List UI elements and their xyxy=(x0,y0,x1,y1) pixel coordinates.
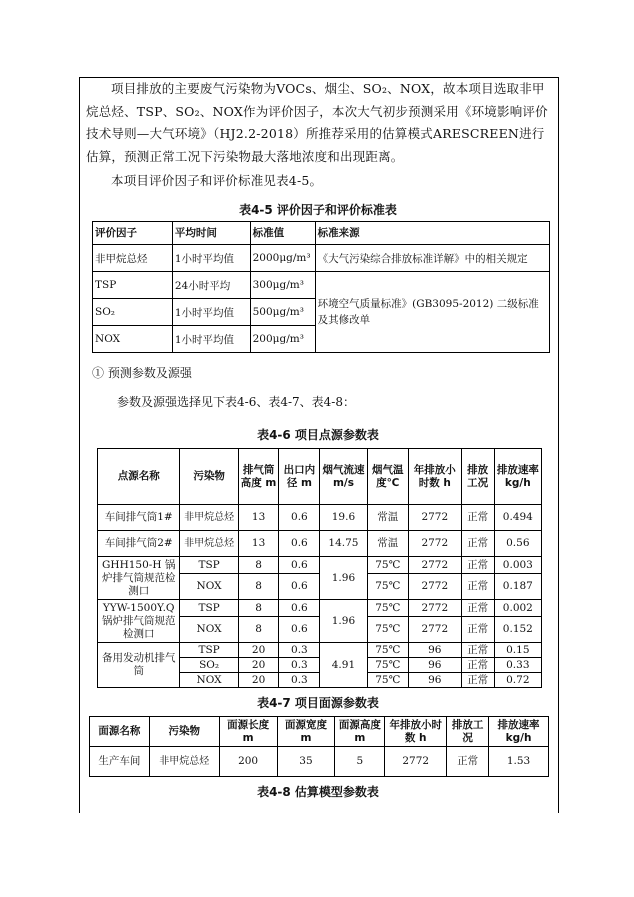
cell: 96 xyxy=(408,658,461,673)
cell: 0.003 xyxy=(494,557,541,574)
header-hours: 年排放小时数 h xyxy=(385,717,447,747)
cell: 正常 xyxy=(461,617,494,643)
cell: 13 xyxy=(238,505,279,531)
cell: TSP xyxy=(180,557,238,574)
cell: 19.6 xyxy=(320,505,367,531)
header-source: 点源名称 xyxy=(98,449,180,505)
cell: 1小时平均值 xyxy=(172,326,250,353)
header-velocity: 烟气流速 m/s xyxy=(320,449,367,505)
cell: 14.75 xyxy=(320,531,367,557)
table-reference-paragraph: 本项目评价因子和评价标准见表4-5。 xyxy=(111,173,323,188)
cell: 非甲烷总烃 xyxy=(149,747,219,777)
header-area-source: 面源名称 xyxy=(90,717,150,747)
cell: 8 xyxy=(238,574,279,600)
header-width: 面源宽度 m xyxy=(277,717,335,747)
cell: 正常 xyxy=(461,673,494,688)
table-4-6-caption: 表4-6 项目点源参数表 xyxy=(257,428,379,442)
cell: 75℃ xyxy=(367,574,408,600)
cell: TSP xyxy=(180,600,238,617)
header-height: 排气筒高度 m xyxy=(238,449,279,505)
cell: 1小时平均值 xyxy=(172,299,250,326)
cell: 75℃ xyxy=(367,658,408,673)
cell: 75℃ xyxy=(367,673,408,688)
cell: 0.494 xyxy=(494,505,541,531)
cell: 20 xyxy=(238,643,279,658)
cell: 正常 xyxy=(461,557,494,574)
cell: 35 xyxy=(277,747,335,777)
cell: 0.6 xyxy=(279,600,320,617)
cell: 0.56 xyxy=(494,531,541,557)
cell: 8 xyxy=(238,557,279,574)
cell: 常温 xyxy=(367,505,408,531)
header-hours: 年排放小时数 h xyxy=(408,449,461,505)
cell: 正常 xyxy=(461,600,494,617)
cell: 车间排气筒2# xyxy=(98,531,180,557)
cell: 正常 xyxy=(461,505,494,531)
cell: 200 xyxy=(219,747,277,777)
cell: 0.3 xyxy=(279,658,320,673)
cell: 0.6 xyxy=(279,531,320,557)
cell: 2772 xyxy=(385,747,447,777)
cell: SO₂ xyxy=(93,299,173,326)
intro-paragraph: 项目排放的主要废气污染物为VOCs、烟尘、SO₂、NOX，故本项目选取非甲烷总烃、TSP、SO₂、NOX作为评价因子，本次大气初步预测采用《环境影响评价技术导则—大气环境》（HJ2.2-2018）所推荐采用的估算模式ARESCREEN进行估算，预测正常工况下污染物最大落地浓度和出现距离。 xyxy=(86,81,548,164)
cell: YYW-1500Y.Q 锅炉排气筒规范检测口 xyxy=(98,600,180,643)
header-temperature: 烟气温度℃ xyxy=(367,449,408,505)
cell: TSP xyxy=(180,643,238,658)
header-diameter: 出口内径 m xyxy=(279,449,320,505)
cell: 75℃ xyxy=(367,557,408,574)
cell: 正常 xyxy=(461,574,494,600)
cell: 0.3 xyxy=(279,673,320,688)
cell: 4.91 xyxy=(320,643,367,688)
header-rate: 排放速率 kg/h xyxy=(494,449,541,505)
cell: 1小时平均值 xyxy=(172,245,250,272)
cell: 生产车间 xyxy=(90,747,150,777)
cell: 500μg/m³ xyxy=(250,299,315,326)
cell: 2772 xyxy=(408,531,461,557)
cell: 《大气污染综合排放标准详解》中的相关规定 xyxy=(315,245,549,272)
cell: 1.96 xyxy=(320,600,367,643)
cell: 非甲烷总烃 xyxy=(93,245,173,272)
cell: 200μg/m³ xyxy=(250,326,315,353)
cell: 非甲烷总烃 xyxy=(180,531,238,557)
cell: 2772 xyxy=(408,617,461,643)
cell: 非甲烷总烃 xyxy=(180,505,238,531)
cell: 75℃ xyxy=(367,643,408,658)
cell: 正常 xyxy=(461,643,494,658)
cell: 8 xyxy=(238,600,279,617)
header-condition: 排放工况 xyxy=(461,449,494,505)
cell: 正常 xyxy=(461,658,494,673)
cell: TSP xyxy=(93,272,173,299)
cell: 车间排气筒1# xyxy=(98,505,180,531)
cell: 2772 xyxy=(408,557,461,574)
table-4-8-caption: 表4-8 估算模型参数表 xyxy=(257,785,379,799)
cell: 0.3 xyxy=(279,643,320,658)
table-4-5 xyxy=(92,221,550,353)
cell: 0.6 xyxy=(279,557,320,574)
cell: GHH150-H 锅炉排气筒规范检测口 xyxy=(98,557,180,600)
cell: 2772 xyxy=(408,600,461,617)
cell: 0.002 xyxy=(494,600,541,617)
header-pollutant: 污染物 xyxy=(149,717,219,747)
cell: 75℃ xyxy=(367,617,408,643)
cell: 1.53 xyxy=(489,747,549,777)
cell: 2000μg/m³ xyxy=(250,245,315,272)
header-length: 面源长度 m xyxy=(219,717,277,747)
cell: 96 xyxy=(408,673,461,688)
cell: 正常 xyxy=(447,747,489,777)
cell: NOX xyxy=(180,673,238,688)
cell: 正常 xyxy=(461,531,494,557)
header-height: 面源高度 m xyxy=(335,717,385,747)
header-standard-source: 标准来源 xyxy=(315,222,549,245)
cell: 1.96 xyxy=(320,557,367,600)
cell: 0.6 xyxy=(279,574,320,600)
table-4-7 xyxy=(89,716,549,777)
cell: 0.152 xyxy=(494,617,541,643)
cell: 75℃ xyxy=(367,600,408,617)
cell: 常温 xyxy=(367,531,408,557)
cell: 2772 xyxy=(408,505,461,531)
cell: 5 xyxy=(335,747,385,777)
cell: NOX xyxy=(93,326,173,353)
header-avg-time: 平均时间 xyxy=(172,222,250,245)
cell: 0.33 xyxy=(494,658,541,673)
cell: 备用发动机排气筒 xyxy=(98,643,180,688)
cell: 300μg/m³ xyxy=(250,272,315,299)
header-pollutant: 污染物 xyxy=(180,449,238,505)
cell: 0.72 xyxy=(494,673,541,688)
section-text: 参数及源强选择见下表4-6、表4-7、表4-8： xyxy=(117,395,355,409)
cell: 0.6 xyxy=(279,505,320,531)
header-rate: 排放速率 kg/h xyxy=(489,717,549,747)
cell: NOX xyxy=(180,574,238,600)
cell: 96 xyxy=(408,643,461,658)
cell: 20 xyxy=(238,658,279,673)
cell: 0.15 xyxy=(494,643,541,658)
cell: 2772 xyxy=(408,574,461,600)
cell: 0.187 xyxy=(494,574,541,600)
section-heading: ① 预测参数及源强 xyxy=(92,366,192,380)
cell: 24小时平均 xyxy=(172,272,250,299)
table-4-5-caption: 表4-5 评价因子和评价标准表 xyxy=(239,203,397,217)
table-4-7-caption: 表4-7 项目面源参数表 xyxy=(257,696,379,710)
table-4-6 xyxy=(97,448,542,688)
cell: 8 xyxy=(238,617,279,643)
cell: 0.6 xyxy=(279,617,320,643)
header-standard-value: 标准值 xyxy=(250,222,315,245)
cell: 13 xyxy=(238,531,279,557)
cell: 环境空气质量标准》(GB3095-2012) 二级标准及其修改单 xyxy=(315,272,549,353)
cell: SO₂ xyxy=(180,658,238,673)
cell: NOX xyxy=(180,617,238,643)
header-factor: 评价因子 xyxy=(93,222,173,245)
header-condition: 排放工况 xyxy=(447,717,489,747)
cell: 20 xyxy=(238,673,279,688)
